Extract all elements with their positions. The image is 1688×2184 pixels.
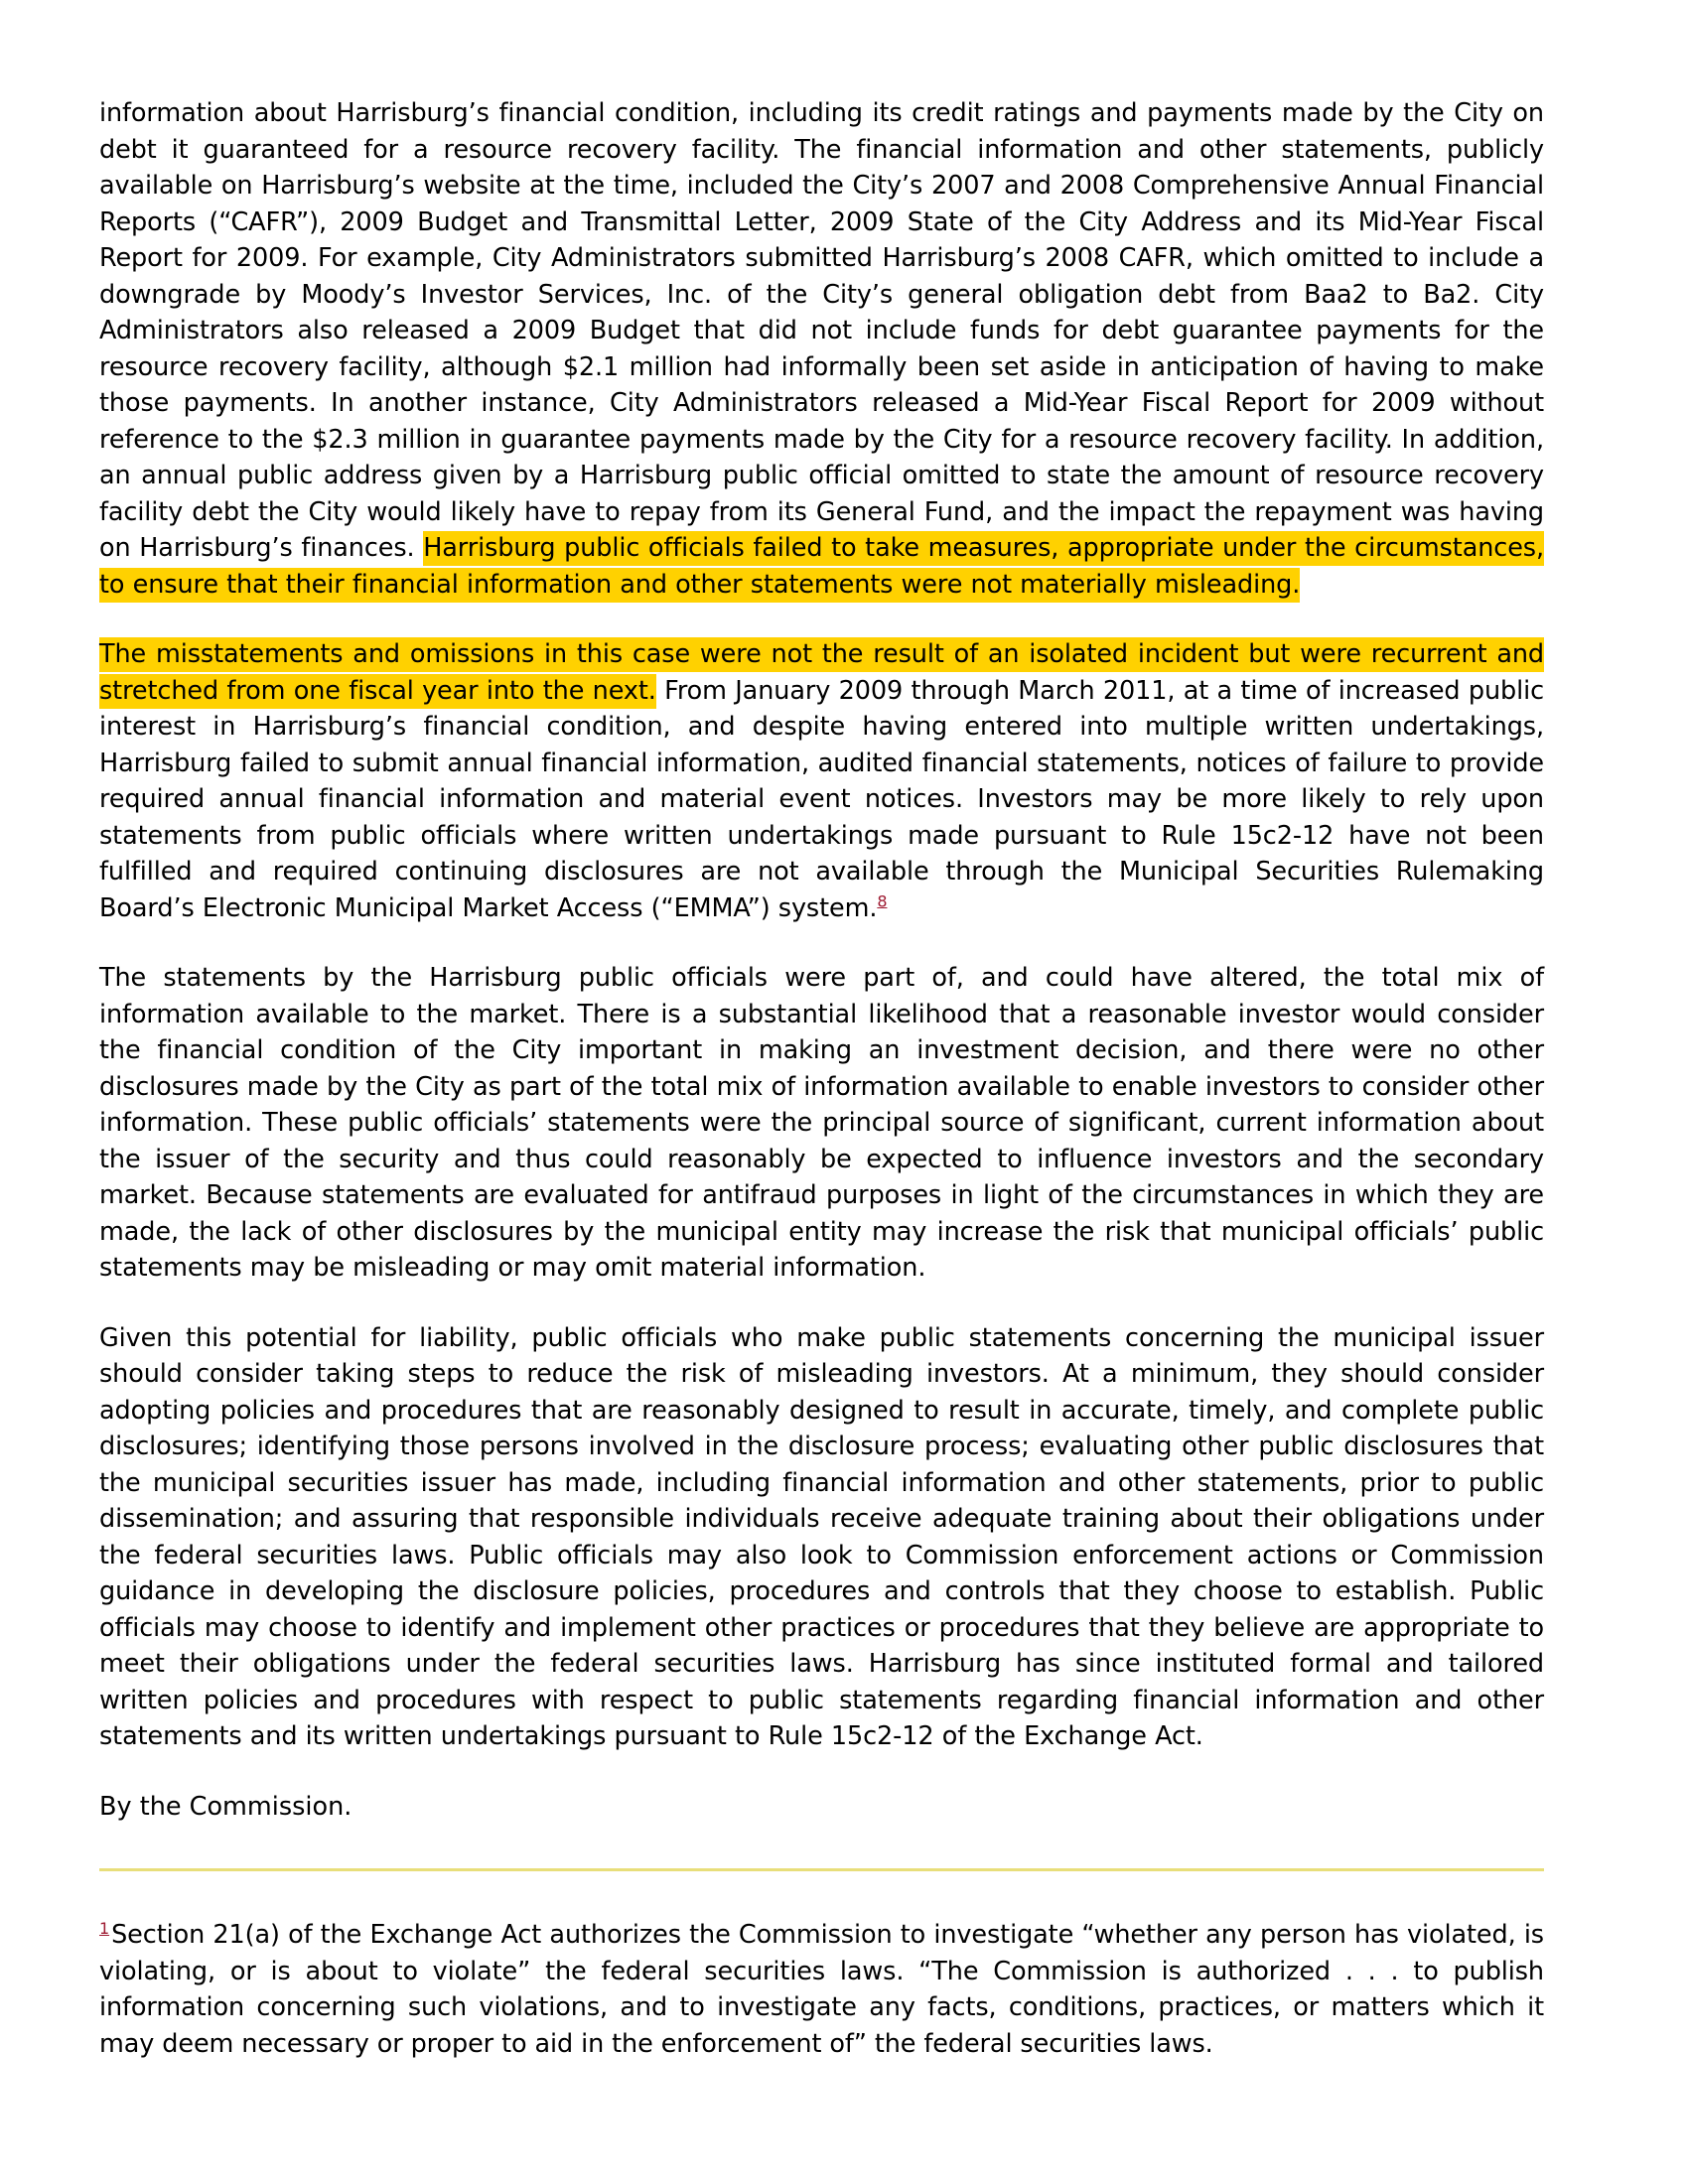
footnote-text-1: Section 21(a) of the Exchange Act authorizes the Commission to investigate “whether any person has violated, is violating, or is about to violate” the federal securities laws. “The Commission is authorized . . . to publish information concerning such violations, and to investigate any facts, conditions, practices, or matters which it may deem necessary or proper to aid in the enforcement of” the federal securities laws. bbox=[99, 1920, 1544, 2059]
footnotes-section bbox=[99, 1917, 1544, 2062]
footnote-item-1 bbox=[99, 1917, 1544, 2062]
paragraph-2-highlight: The misstatements and omissions in this case were not the result of an isolated incident but were recurrent and stretched from one fiscal year into the next. bbox=[99, 637, 1544, 709]
closing-line: By the Commission. bbox=[99, 1791, 352, 1822]
footnote-reference-8[interactable]: 8 bbox=[877, 891, 888, 910]
footnote-divider bbox=[99, 1868, 1544, 1871]
footnote-divider-wrap bbox=[99, 1868, 1544, 1871]
footnote-marker-1[interactable]: 1 bbox=[99, 1918, 110, 1938]
paragraph-3: The statements by the Harrisburg public officials were part of, and could have altered, the total mix of information available to the market. There is a substantial likelihood that a reasonable investor would consider the financial condition of the City important in making an investment decision, and there were no other disclosures made by the City as part of the total mix of information available to enable investors to consider other information. These public officials’ statements were the principal source of significant, current information about the issuer of the security and thus could reasonably be expected to influence investors and the secondary market. Because statements are evaluated for antifraud purposes in light of the circumstances in which they are made, the lack of other disclosures by the municipal entity may increase the risk that municipal officials’ public statements may be misleading or may omit material information. bbox=[99, 963, 1544, 1283]
paragraph-1 bbox=[99, 95, 1544, 603]
paragraph-2-text: From January 2009 through March 2011, at a time of increased public interest in Harrisburg’s financial condition, and despite having entered into multiple written undertakings, Harrisburg failed to submit annual financial information, audited financial statements, notices of failure to provide required annual financial information and material event notices. Investors may be more likely to rely upon statements from public officials where written undertakings made pursuant to Rule 15c2-12 have not been fulfilled and required continuing disclosures are not available through the Municipal Securities Rulemaking Board’s Electronic Municipal Market Access (“EMMA”) system. bbox=[99, 675, 1544, 923]
paragraph-2 bbox=[99, 636, 1544, 926]
paragraph-1-highlight: Harrisburg public officials failed to take measures, appropriate under the circumstances, to ensure that their financial information and other statements were not materially misleading. bbox=[99, 531, 1544, 603]
page-content bbox=[99, 95, 1544, 2062]
paragraph-1-text: information about Harrisburg’s financial condition, including its credit ratings and payments made by the City on debt it guaranteed for a resource recovery facility. The financial information and other statements, publicly available on Harrisburg’s website at the time, included the City’s 2007 and 2008 Comprehensive Annual Financial Reports (“CAFR”), 2009 Budget and Transmittal Letter, 2009 State of the City Address and its Mid-Year Fiscal Report for 2009. For example, City Administrators submitted Harrisburg’s 2008 CAFR, which omitted to include a downgrade by Moody’s Investor Services, Inc. of the City’s general obligation debt from Baa2 to Ba2. City Administrators also released a 2009 Budget that did not include funds for debt guarantee payments for the resource recovery facility, although $2.1 million had informally been set aside in anticipation of having to make those payments. In another instance, City Administrators released a Mid-Year Fiscal Report for 2009 without reference to the $2.3 million in guarantee payments made by the City for a resource recovery facility. In addition, an annual public address given by a Harrisburg public official omitted to state the amount of resource recovery facility debt the City would likely have to repay from its General Fund, and the impact the repayment was having on Harrisburg’s finances. bbox=[99, 98, 1544, 563]
paragraph-4: Given this potential for liability, public officials who make public statements concerning the municipal issuer should consider taking steps to reduce the risk of misleading investors. At a minimum, they should consider adopting policies and procedures that are reasonably designed to result in accurate, timely, and complete public disclosures; identifying those persons involved in the disclosure process; evaluating other public disclosures that the municipal securities issuer has made, including financial information and other statements, prior to public dissemination; and assuring that responsible individuals receive adequate training about their obligations under the federal securities laws. Public officials may also look to Commission enforcement actions or Commission guidance in developing the disclosure policies, procedures and controls that they choose to establish. Public officials may choose to identify and implement other practices or procedures that they believe are appropriate to meet their obligations under the federal securities laws. Harrisburg has since instituted formal and tailored written policies and procedures with respect to public statements regarding financial information and other statements and its written undertakings pursuant to Rule 15c2-12 of the Exchange Act. bbox=[99, 1322, 1544, 1751]
